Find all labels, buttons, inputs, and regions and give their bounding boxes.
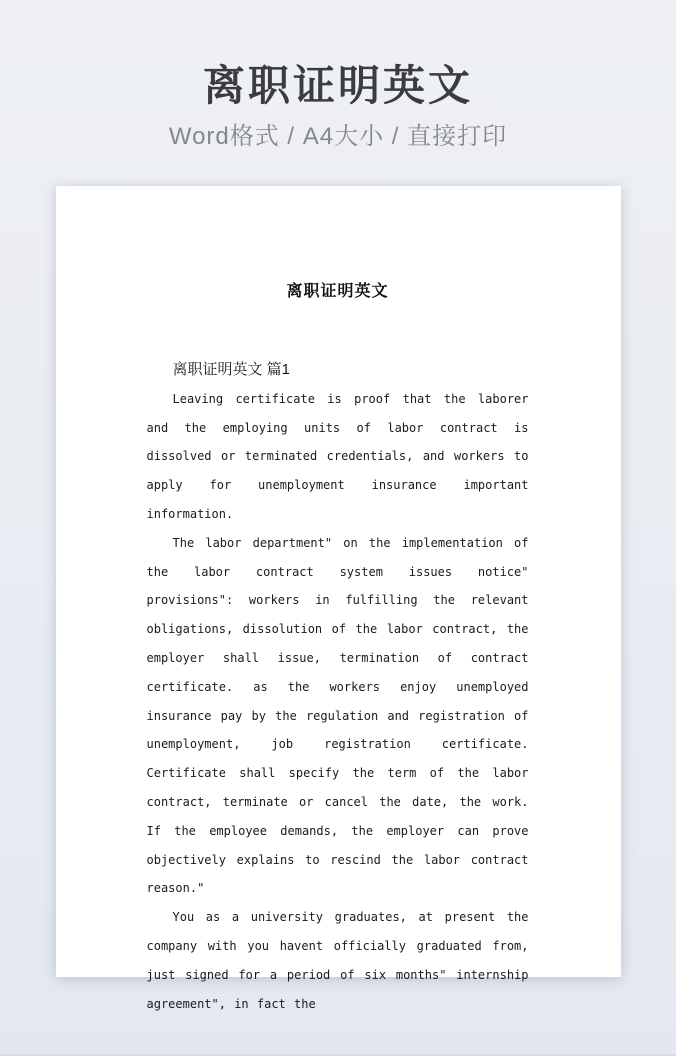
document-paragraph: You as a university graduates, at present the company with you havent officially graduated from, just signed for a period of six months" internship agreement", in fact the bbox=[146, 910, 529, 1011]
document-body bbox=[147, 356, 529, 1018]
page-title: 离职证明英文 bbox=[202, 62, 473, 109]
document-page bbox=[56, 186, 621, 1011]
header bbox=[0, 0, 676, 152]
document-paragraph: Leaving certificate is proof that the laborer and the employing units of labor contract is dissolved or terminated credentials, and workers to apply for unemployment insurance important information. bbox=[146, 391, 529, 521]
page-subtitle: Word格式 / A4大小 / 直接打印 bbox=[168, 123, 508, 150]
document-title: 离职证明英文 bbox=[286, 283, 389, 300]
document-section-heading: 离职证明英文 篇1 bbox=[172, 361, 291, 378]
document-paragraph: The labor department" on the implementation of the labor contract system issues notice" provisions": workers in fulfilling the relevant obligations, dissolution of the labor contract, the employer shall issue, termination of contract certificate. as the workers enjoy unemployed insurance pay by the regulation and registration of unemployment, job registration certificate. Certificate shall specify the term of the labor contract, terminate or cancel the date, the work. If the employee demands, the employer can prove objectively explains to rescind the labor contract reason." bbox=[146, 535, 529, 896]
